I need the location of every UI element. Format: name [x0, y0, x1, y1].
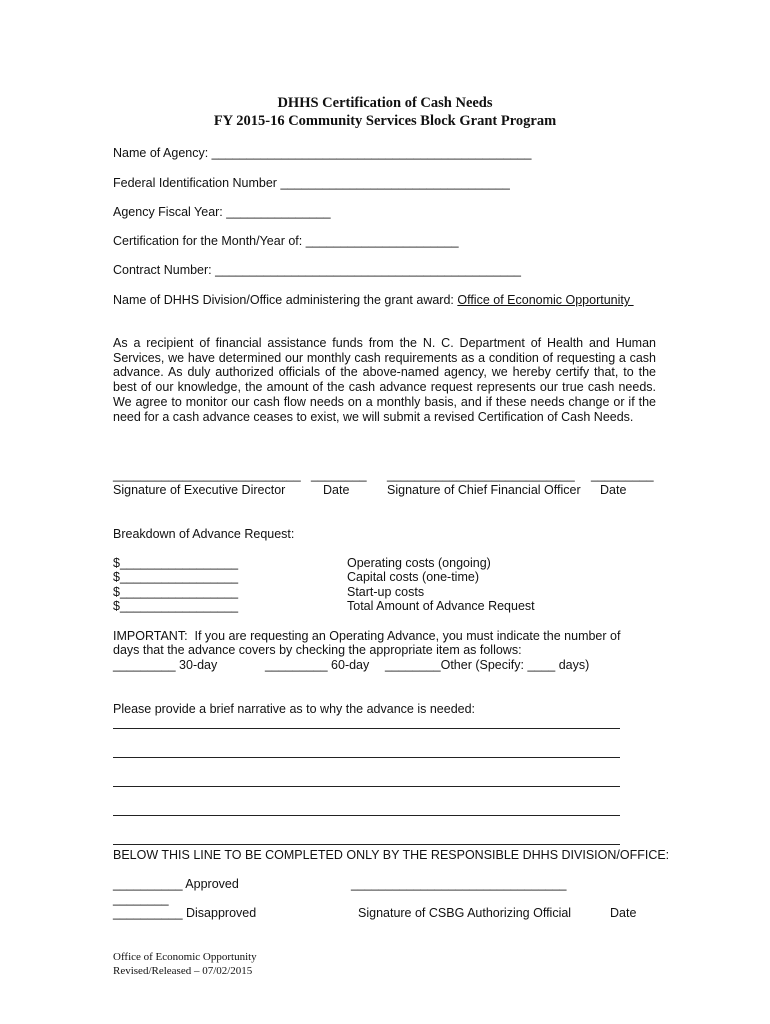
- narrative-line-5[interactable]: [113, 844, 620, 845]
- cfo-date-label: Date: [600, 483, 627, 497]
- operating-costs-amount[interactable]: $_________________: [113, 556, 239, 570]
- capital-costs-label: Capital costs (one-time): [347, 570, 479, 584]
- exec-director-signature-label: Signature of Executive Director: [113, 483, 286, 497]
- important-notice-line1: IMPORTANT: If you are requesting an Operating Advance, you must indicate the number of: [113, 629, 621, 643]
- operating-costs-label: Operating costs (ongoing): [347, 556, 491, 570]
- narrative-line-3[interactable]: [113, 786, 620, 787]
- csbg-date-label: Date: [610, 906, 637, 920]
- office-use-heading: BELOW THIS LINE TO BE COMPLETED ONLY BY THE RESPONSIBLE DHHS DIVISION/OFFICE:: [113, 848, 670, 862]
- federal-id-field[interactable]: Federal Identification Number _________________________________: [113, 176, 510, 190]
- certification-statement: As a recipient of financial assistance funds from the N. C. Department of Health and Human Services, we have determined our monthly cash requirements as a condition of requesting a cash advance. As duly authorized officials of the above-named agency, we hereby certify that, to the best of our knowledge, the amount of the cash advance request represents our true cash needs. We agree to monitor our cash flow needs on a monthly basis, and if these needs change or if the need for a cash advance ceases to exist, we will submit a revised Certification of Cash Needs.: [113, 336, 656, 424]
- footer-office: Office of Economic Opportunity: [113, 951, 257, 963]
- option-60-day[interactable]: _________ 60-day: [265, 658, 370, 672]
- month-year-field[interactable]: Certification for the Month/Year of: ______________________: [113, 234, 459, 248]
- form-subtitle: FY 2015-16 Community Services Block Grant Program: [213, 113, 557, 129]
- division-office-value: Office of Economic Opportunity: [457, 293, 634, 307]
- cfo-signature-label: Signature of Chief Financial Officer: [387, 483, 581, 497]
- total-amount-label: Total Amount of Advance Request: [347, 599, 535, 613]
- cfo-signature-line[interactable]: ___________________________: [387, 468, 575, 482]
- exec-director-date-line[interactable]: ________: [311, 468, 367, 482]
- important-notice-line2: days that the advance covers by checking the appropriate item as follows:: [113, 643, 522, 657]
- agency-name-field[interactable]: Name of Agency: ______________________________________________: [113, 146, 532, 160]
- approved-field[interactable]: __________ Approved: [113, 877, 239, 891]
- disapproved-field[interactable]: __________ Disapproved: [113, 906, 257, 920]
- narrative-line-4[interactable]: [113, 815, 620, 816]
- csbg-signature-line[interactable]: _______________________________: [351, 877, 567, 891]
- option-other[interactable]: ________Other (Specify: ____ days): [385, 658, 590, 672]
- total-amount-amount[interactable]: $_________________: [113, 599, 239, 613]
- capital-costs-amount[interactable]: $_________________: [113, 570, 239, 584]
- exec-director-date-label: Date: [323, 483, 350, 497]
- exec-director-signature-line[interactable]: ___________________________: [113, 468, 301, 482]
- option-30-day[interactable]: _________ 30-day: [113, 658, 218, 672]
- division-office-label: Name of DHHS Division/Office administering the grant award:: [113, 293, 458, 307]
- startup-costs-label: Start-up costs: [347, 585, 425, 599]
- startup-costs-amount[interactable]: $_________________: [113, 585, 239, 599]
- narrative-line-1[interactable]: [113, 728, 620, 729]
- narrative-line-2[interactable]: [113, 757, 620, 758]
- contract-number-field[interactable]: Contract Number: ____________________________________________: [113, 263, 522, 277]
- csbg-signature-label: Signature of CSBG Authorizing Official: [358, 906, 572, 920]
- approved-wrap-line: ________: [113, 892, 169, 906]
- division-office-line: [113, 293, 634, 308]
- narrative-prompt: Please provide a brief narrative as to why the advance is needed:: [113, 702, 476, 716]
- cfo-date-line[interactable]: _________: [591, 468, 654, 482]
- form-title: DHHS Certification of Cash Needs: [277, 95, 493, 111]
- fiscal-year-field[interactable]: Agency Fiscal Year: _______________: [113, 205, 331, 219]
- footer-revision: Revised/Released – 07/02/2015: [113, 965, 253, 977]
- breakdown-heading: Breakdown of Advance Request:: [113, 527, 295, 541]
